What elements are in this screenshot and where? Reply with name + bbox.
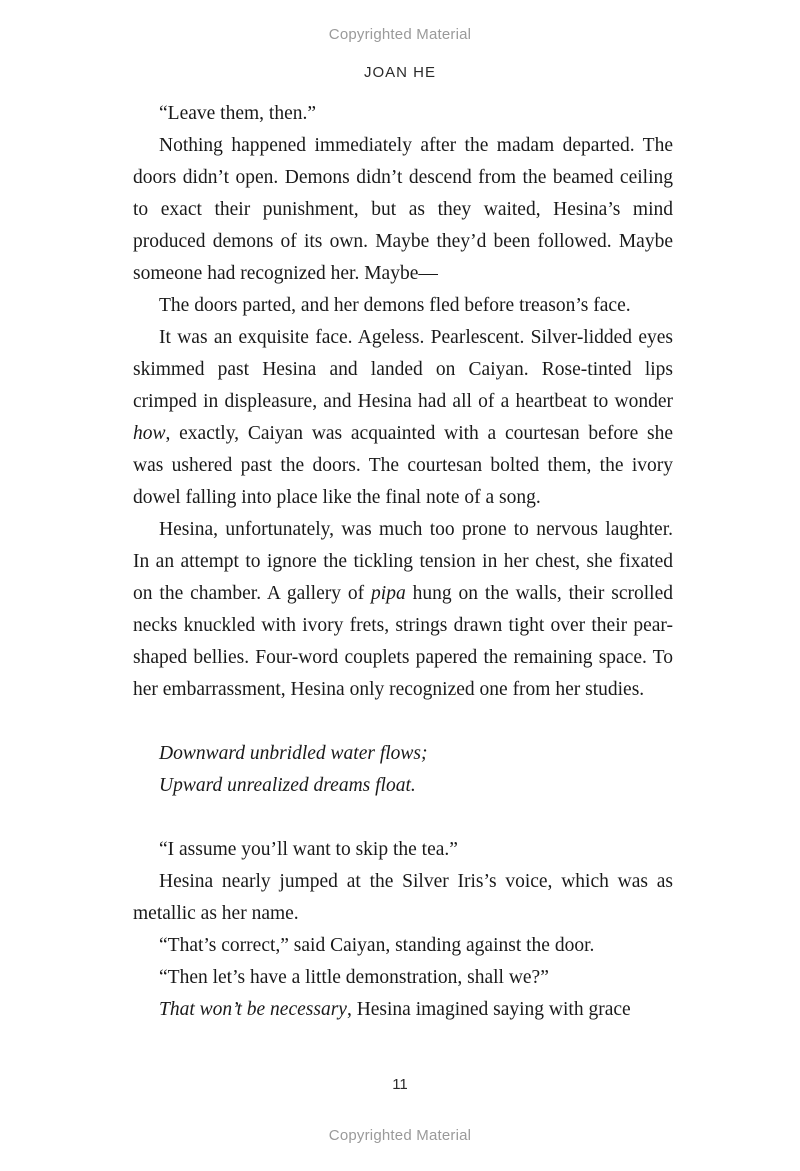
paragraph-text: Hesina, unfortunately, was much too prone to nervous laughter. In an attempt to ignore the tickling tension in her chest, she fixated on the chamber. A gallery of — [133, 519, 673, 604]
paragraph-text: , exactly, Caiyan was acquainted with a courtesan before she was ushered past the doors. The courtesan bolted them, the ivory dowel falling into place like the final note of a song. — [133, 423, 673, 508]
paragraph-text: hung on the walls, their scrolled necks knuckled with ivory frets, strings drawn tight over their pear-shaped bellies. Four-word couplets papered the remaining space. To her embarrassment, Hesina only recognized one from her studies. — [133, 583, 673, 700]
running-head-author: JOAN HE — [363, 64, 436, 81]
paragraph: Hesina nearly jumped at the Silver Iris’s voice, which was as metallic as her name. — [133, 871, 673, 924]
emphasis-text: how — [133, 423, 166, 444]
copyright-watermark-top: Copyrighted Material — [328, 26, 472, 43]
paragraph — [133, 514, 673, 706]
verse-line: Upward unrealized dreams float. — [159, 775, 416, 796]
paragraph: “Then let’s have a little demonstration, shall we?” — [159, 967, 549, 988]
paragraph: “Leave them, then.” — [159, 103, 316, 124]
paragraph: The doors parted, and her demons fled before treason’s face. — [159, 295, 631, 316]
paragraph — [133, 322, 673, 514]
verse-spacer — [133, 802, 673, 834]
verse-spacer — [133, 706, 673, 738]
verse-line: Downward unbridled water flows; — [159, 743, 428, 764]
paragraph-text: , Hesina imagined saying with grace — [346, 999, 631, 1020]
emphasis-text: That won’t be necessary — [159, 999, 347, 1020]
paragraph: “That’s correct,” said Caiyan, standing against the door. — [159, 935, 595, 956]
paragraph-text: It was an exquisite face. Ageless. Pearlescent. Silver-lidded eyes skimmed past Hesina and landed on Caiyan. Rose-tinted lips crimped in displeasure, and Hesina had all of a heartbeat to wonder — [133, 327, 673, 412]
emphasis-text: pipa — [371, 583, 406, 604]
page-number: 11 — [392, 1076, 408, 1093]
body-text — [133, 98, 673, 1026]
paragraph: “I assume you’ll want to skip the tea.” — [159, 839, 458, 860]
paragraph: Nothing happened immediately after the madam departed. The doors didn’t open. Demons didn’t descend from the beamed ceiling to exact their punishment, but as they waited, Hesina’s mind produced demons of its own. Maybe they’d been followed. Maybe someone had recognized her. Maybe— — [133, 135, 673, 284]
copyright-watermark-bottom: Copyrighted Material — [328, 1127, 472, 1144]
paragraph — [133, 994, 673, 1026]
